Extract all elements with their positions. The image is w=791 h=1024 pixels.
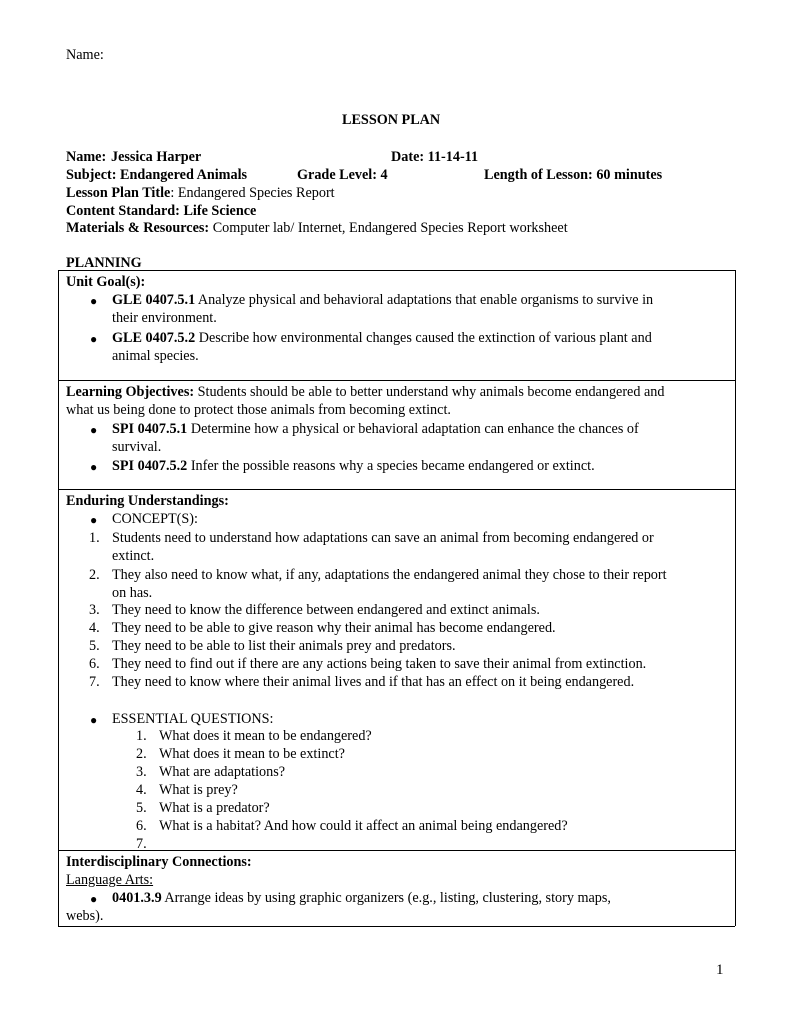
subject: Subject: Endangered Animals xyxy=(66,167,248,183)
content-standard: Content Standard: Life Science xyxy=(66,203,257,219)
list-item-cont: survival. xyxy=(112,439,162,455)
list-item: They also need to know what, if any, adaptations the endangered animal they chose to their report xyxy=(112,567,667,583)
list-item-cont: webs). xyxy=(66,908,104,924)
list-item: GLE 0407.5.1 Analyze physical and behavioral adaptations that enable organisms to survive in xyxy=(112,292,654,308)
list-item: What does it mean to be extinct? xyxy=(159,746,345,762)
list-number: 2. xyxy=(89,567,100,583)
list-item: SPI 0407.5.1 Determine how a physical or behavioral adaptation can enhance the chances of xyxy=(112,421,639,437)
bullet-icon: ● xyxy=(90,460,98,474)
list-number: 2. xyxy=(136,746,147,762)
learning-objectives-heading: Learning Objectives: xyxy=(66,384,195,400)
list-item: 0401.3.9 Arrange ideas by using graphic organizers (e.g., listing, clustering, story maps, xyxy=(112,890,611,906)
teacher-name-label: Name: xyxy=(66,149,107,165)
list-number: 3. xyxy=(89,602,100,618)
table-border-top xyxy=(58,270,735,271)
list-item: What are adaptations? xyxy=(159,764,286,780)
bullet-icon: ● xyxy=(90,513,98,527)
lesson-date: Date: 11-14-11 xyxy=(391,149,479,165)
list-number: 5. xyxy=(89,638,100,654)
materials-label: Materials & Resources: xyxy=(66,220,210,236)
bullet-icon: ● xyxy=(90,294,98,308)
list-item: They need to be able to give reason why their animal has become endangered. xyxy=(112,620,556,636)
teacher-name-value: Jessica Harper xyxy=(111,149,202,165)
subject-label: Language Arts: xyxy=(66,872,154,888)
list-item: They need to know where their animal lives and if that has an effect on it being endangered. xyxy=(112,674,635,690)
materials-value: Computer lab/ Internet, Endangered Species Report worksheet xyxy=(209,220,568,236)
list-number: 7. xyxy=(89,674,100,690)
list-item: They need to find out if there are any actions being taken to save their animal from extinction. xyxy=(112,656,647,672)
list-item-cont: on has. xyxy=(112,585,153,601)
list-item: They need to be able to list their animals prey and predators. xyxy=(112,638,456,654)
student-name-label: Name: xyxy=(66,47,104,63)
enduring-heading: Enduring Understandings: xyxy=(66,493,229,509)
list-item-cont: extinct. xyxy=(112,548,155,564)
list-item: What is prey? xyxy=(159,782,238,798)
table-border-bottom xyxy=(58,926,735,927)
list-item: What is a predator? xyxy=(159,800,270,816)
list-item: What does it mean to be endangered? xyxy=(159,728,372,744)
table-divider xyxy=(58,489,735,490)
lesson-plan-title-label: Lesson Plan Title xyxy=(66,185,171,201)
materials xyxy=(66,219,568,237)
list-item: They need to know the difference between endangered and extinct animals. xyxy=(112,602,540,618)
bullet-icon: ● xyxy=(90,713,98,727)
page-title: LESSON PLAN xyxy=(342,112,441,128)
bullet-icon: ● xyxy=(90,332,98,346)
bullet-icon: ● xyxy=(90,423,98,437)
list-item-cont: animal species. xyxy=(112,348,199,364)
essential-questions-label: ESSENTIAL QUESTIONS: xyxy=(112,711,274,727)
list-item: GLE 0407.5.2 Describe how environmental changes caused the extinction of various plant and xyxy=(112,330,652,346)
list-number: 3. xyxy=(136,764,147,780)
table-divider xyxy=(58,380,735,381)
interdisciplinary-heading: Interdisciplinary Connections: xyxy=(66,854,252,870)
lesson-plan-title-value: : Endangered Species Report xyxy=(170,185,335,201)
list-number: 1. xyxy=(89,530,100,546)
list-number: 5. xyxy=(136,800,147,816)
table-divider xyxy=(58,850,735,851)
learning-objectives-cont: what us being done to protect those animals from becoming extinct. xyxy=(66,402,451,418)
list-item: SPI 0407.5.2 Infer the possible reasons why a species became endangered or extinct. xyxy=(112,458,595,474)
lesson-plan-title xyxy=(66,184,335,202)
list-number: 1. xyxy=(136,728,147,744)
list-item: Students need to understand how adaptations can save an animal from becoming endangered or xyxy=(112,530,654,546)
page-number: 1 xyxy=(716,962,724,978)
list-item-cont: their environment. xyxy=(112,310,217,326)
list-item: What is a habitat? And how could it affect an animal being endangered? xyxy=(159,818,568,834)
list-number: 7. xyxy=(136,836,147,852)
list-number: 6. xyxy=(89,656,100,672)
unit-goals-heading: Unit Goal(s): xyxy=(66,274,146,290)
concepts-label: CONCEPT(S): xyxy=(112,511,198,527)
list-number: 4. xyxy=(136,782,147,798)
grade-level: Grade Level: 4 xyxy=(297,167,388,183)
bullet-icon: ● xyxy=(90,892,98,906)
planning-heading: PLANNING xyxy=(66,255,142,271)
list-number: 4. xyxy=(89,620,100,636)
list-number: 6. xyxy=(136,818,147,834)
learning-objectives: Learning Objectives: Students should be able to better understand why animals become endangered and xyxy=(66,384,665,400)
lesson-length: Length of Lesson: 60 minutes xyxy=(484,167,663,183)
